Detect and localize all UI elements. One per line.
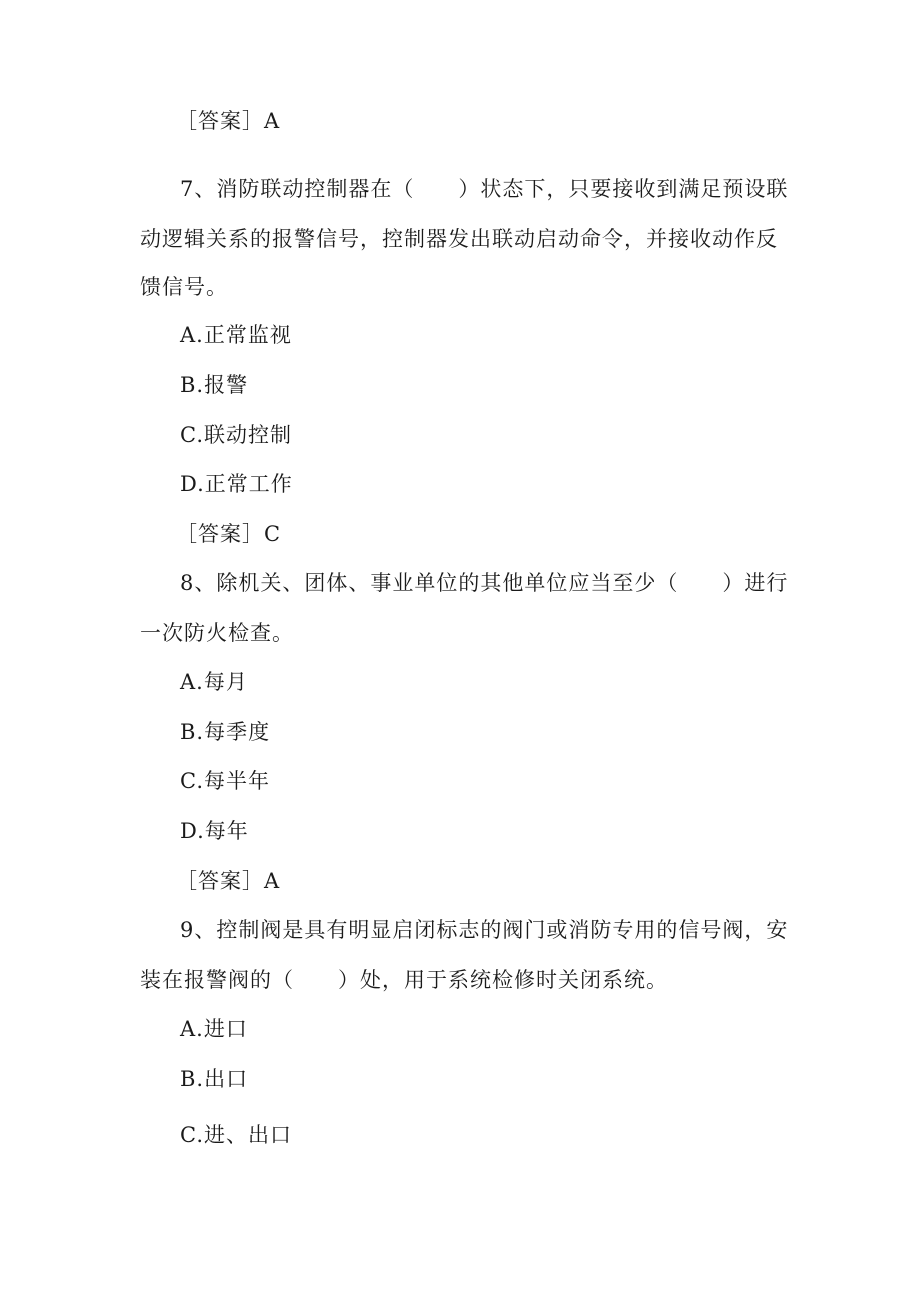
- question-8-line-1: 8、除机关、团体、事业单位的其他单位应当至少（ ）进行: [180, 571, 789, 595]
- question-7-line-2: 动逻辑关系的报警信号，控制器发出联动启动命令，并接收动作反: [140, 227, 778, 251]
- answer-line: ［答案］A: [176, 869, 281, 893]
- question-9-line-1: 9、控制阀是具有明显启闭标志的阀门或消防专用的信号阀，安: [180, 918, 789, 942]
- option-a: A.每月: [180, 670, 248, 694]
- option-b: B.每季度: [180, 720, 271, 744]
- option-c: C.进、出口: [180, 1123, 292, 1147]
- question-7-line-3: 馈信号。: [140, 275, 228, 299]
- question-9-line-2: 装在报警阀的（ ）处，用于系统检修时关闭系统。: [140, 968, 668, 992]
- option-a: A.进口: [180, 1017, 248, 1041]
- answer-line: ［答案］C: [176, 522, 282, 546]
- option-c: C.每半年: [180, 769, 270, 793]
- option-b: B.出口: [180, 1067, 249, 1091]
- option-a: A.正常监视: [180, 323, 292, 347]
- answer-line: ［答案］A: [176, 109, 281, 133]
- question-7-line-1: 7、消防联动控制器在（ ）状态下，只要接收到满足预设联: [180, 177, 789, 201]
- option-b: B.报警: [180, 373, 249, 397]
- option-d: D.正常工作: [180, 472, 293, 496]
- question-8-line-2: 一次防火检查。: [140, 621, 294, 645]
- option-d: D.每年: [180, 819, 249, 843]
- option-c: C.联动控制: [180, 423, 292, 447]
